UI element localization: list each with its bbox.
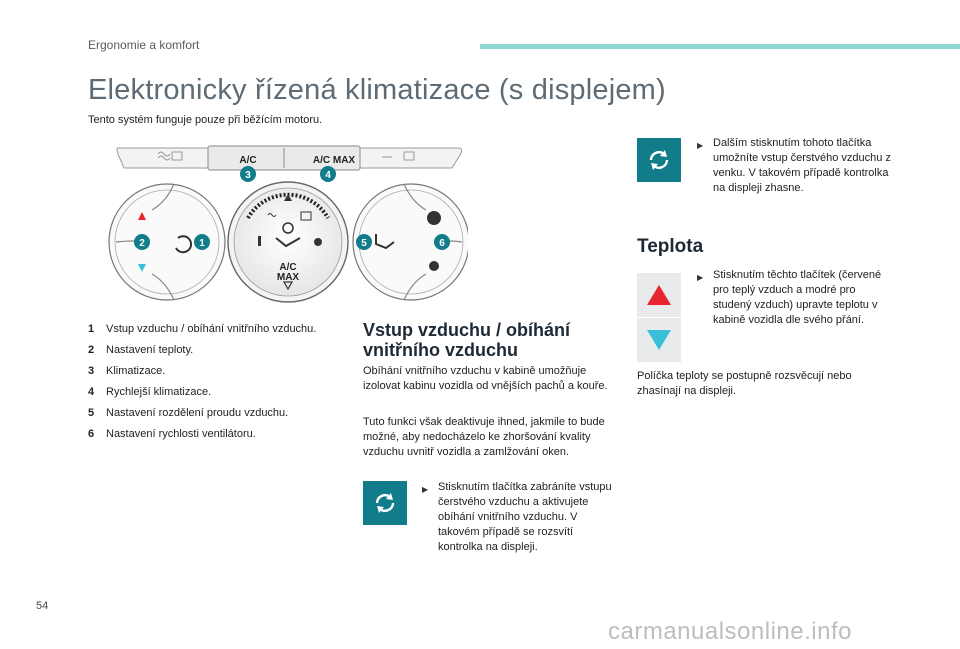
acmax-button-label: A/C MAX [312, 155, 356, 166]
triangle-down-icon [646, 329, 672, 351]
triangle-up-icon [646, 284, 672, 306]
display-max-label: MAX [276, 272, 300, 283]
watermark: carmanualsonline.info [608, 618, 852, 645]
legend-item: 1 Vstup vzduchu / obíhání vnitřního vzduchu. [88, 323, 317, 335]
climate-panel-diagram [96, 142, 468, 308]
fan-high-mark [427, 211, 441, 225]
temperature-note: Políčka teploty se postupně rozsvěcují nebo zhasínají na displeji. [637, 370, 852, 397]
center-display-dial [228, 182, 348, 302]
numbered-legend [88, 322, 328, 448]
legend-item: 3 Klimatizace. [88, 365, 166, 377]
recirculation-icon [371, 489, 399, 517]
intro-text: Tento systém funguje pouze při běžícím motoru. [88, 114, 323, 126]
bullet-triangle-icon: ▶︎ [697, 273, 704, 282]
callout-2: 2 [139, 238, 145, 249]
legend-item: 6 Nastavení rychlosti ventilátoru. [88, 428, 256, 440]
page-title: Elektronicky řízená klimatizace (s displejem) [88, 74, 666, 106]
header-accent-bar [480, 44, 960, 49]
recirculation-button-image [363, 481, 407, 525]
air-intake-paragraph-1: Obíhání vnitřního vzduchu v kabině umožňuje izolovat kabinu vozidla od vnějších pachů a kouře. [363, 365, 608, 392]
callout-4: 4 [325, 170, 331, 181]
display-ac-label: A/C [279, 262, 297, 273]
section-heading-temperature: Teplota [637, 236, 704, 257]
ac-button-label: A/C [239, 155, 257, 166]
callout-1: 1 [199, 238, 205, 249]
bullet-triangle-icon: ▶︎ [697, 141, 704, 150]
temperature-bullet: ▶︎ Stisknutím těchto tlačítek (červené pro teplý vzduch a modré pro studený vzduch) upravte teplotu v kabině vozidla dle svého přání. [697, 269, 882, 326]
top-button-strip [117, 146, 462, 170]
bullet-triangle-icon: ▶︎ [422, 485, 429, 494]
air-intake-bullet: ▶︎ Stisknutím tlačítka zabráníte vstupu čerstvého vzduchu a aktivujete obíhání vnitřního vzduchu. V takovém případě se rozsvítí kontrolka na displeji. [422, 481, 612, 553]
fresh-air-bullet: ▶︎ Dalším stisknutím tohoto tlačítka umožníte vstup čerstvého vzduchu z venku. V takovém případě kontrolka na displeji zhasne. [697, 137, 891, 194]
page-number: 54 [36, 600, 49, 612]
air-intake-paragraph-2: Tuto funkci však deaktivuje ihned, jakmile to bude možné, aby nedocházelo ke zhoršování kvality vzduchu uvnitř vozidla a zamlžování oken. [363, 416, 605, 458]
callout-6: 6 [439, 238, 445, 249]
legend-item: 5 Nastavení rozdělení proudu vzduchu. [88, 407, 289, 419]
legend-item: 4 Rychlejší klimatizace. [88, 386, 212, 398]
recirculation-button-image [637, 138, 681, 182]
recirculation-icon [645, 146, 673, 174]
callout-3: 3 [245, 170, 251, 181]
callout-5: 5 [361, 238, 367, 249]
section-heading-air-intake: Vstup vzduchu / obíhání vnitřního vzduchu [363, 320, 570, 360]
fan-low-mark [429, 261, 439, 271]
legend-item: 2 Nastavení teploty. [88, 344, 194, 356]
temp-down-button-image [637, 318, 681, 362]
section-label: Ergonomie a komfort [88, 38, 200, 52]
temp-up-button-image [637, 273, 681, 317]
